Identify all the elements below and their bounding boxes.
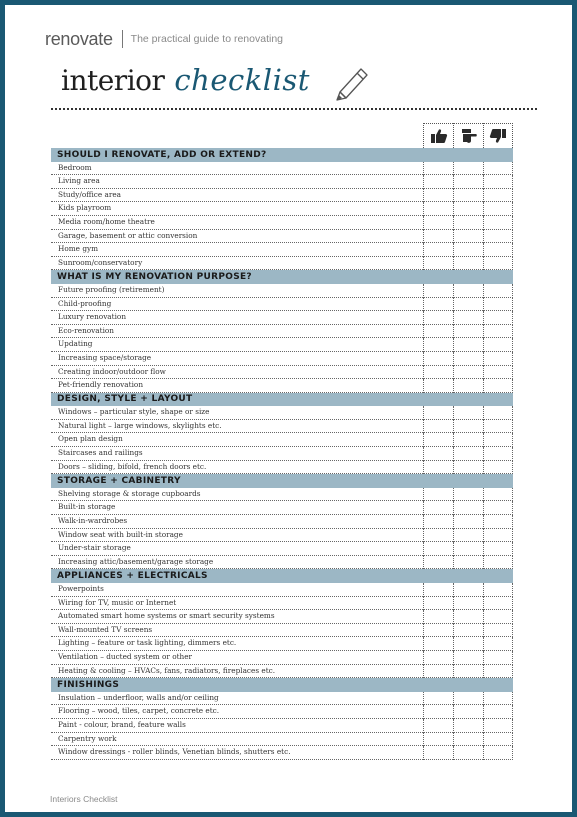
checkbox-yes[interactable] [423, 325, 453, 339]
checkbox-maybe[interactable] [453, 366, 483, 380]
checkbox-yes[interactable] [423, 692, 453, 706]
checklist-item-label: Creating indoor/outdoor flow [51, 366, 423, 380]
checkbox-yes[interactable] [423, 257, 453, 271]
checkbox-no[interactable] [483, 651, 513, 665]
checklist-item-label: Luxury renovation [51, 311, 423, 325]
checklist-row [51, 692, 513, 706]
checkbox-no[interactable] [483, 746, 513, 760]
checkbox-no[interactable] [483, 216, 513, 230]
checklist-row [51, 719, 513, 733]
checkbox-maybe[interactable] [453, 692, 483, 706]
checkbox-no[interactable] [483, 461, 513, 475]
checklist-item-label: Walk-in-wardrobes [51, 515, 423, 529]
checkbox-no[interactable] [483, 379, 513, 393]
checkbox-yes[interactable] [423, 311, 453, 325]
checklist-item-label: Automated smart home systems or smart security systems [51, 610, 423, 624]
checkbox-yes[interactable] [423, 542, 453, 556]
thumbs-down-icon [489, 128, 507, 144]
checklist-row [51, 515, 513, 529]
checkbox-maybe[interactable] [453, 433, 483, 447]
title-main: interior [61, 64, 165, 97]
checklist-item-label: Ventilation – ducted system or other [51, 651, 423, 665]
checkbox-yes[interactable] [423, 338, 453, 352]
checklist-item-label: Window dressings - roller blinds, Venetian blinds, shutters etc. [51, 746, 423, 760]
checkbox-maybe[interactable] [453, 733, 483, 747]
checkbox-yes[interactable] [423, 651, 453, 665]
checklist-row [51, 284, 513, 298]
checkbox-no[interactable] [483, 366, 513, 380]
checklist-row [51, 610, 513, 624]
checklist-row [51, 583, 513, 597]
checklist-row [51, 597, 513, 611]
checkbox-yes[interactable] [423, 719, 453, 733]
checkbox-maybe[interactable] [453, 597, 483, 611]
footer: Interiors Checklist [50, 794, 118, 804]
checklist-item-label: Sunroom/conservatory [51, 257, 423, 271]
brand-logo: renovate [45, 28, 113, 49]
checkbox-no[interactable] [483, 257, 513, 271]
checkbox-no[interactable] [483, 202, 513, 216]
checkbox-no[interactable] [483, 420, 513, 434]
checklist-row [51, 529, 513, 543]
checklist-row [51, 637, 513, 651]
checklist-row [51, 162, 513, 176]
checkbox-maybe[interactable] [453, 406, 483, 420]
checklist-item-label: Under-stair storage [51, 542, 423, 556]
checklist-row [51, 366, 513, 380]
checkbox-yes[interactable] [423, 216, 453, 230]
checkbox-maybe[interactable] [453, 284, 483, 298]
checklist-row [51, 338, 513, 352]
checkbox-no[interactable] [483, 162, 513, 176]
section-heading: STORAGE + CABINETRY [51, 474, 513, 488]
checkbox-no[interactable] [483, 583, 513, 597]
checklist-item-label: Increasing attic/basement/garage storage [51, 556, 423, 570]
checklist-row [51, 216, 513, 230]
checklist-row [51, 433, 513, 447]
checklist-row [51, 447, 513, 461]
checkbox-maybe[interactable] [453, 189, 483, 203]
checklist-row [51, 325, 513, 339]
checkbox-maybe[interactable] [453, 705, 483, 719]
checkbox-no[interactable] [483, 447, 513, 461]
thumbs-sideways-icon [460, 128, 478, 144]
checklist-item-label: Bedroom [51, 162, 423, 176]
checkbox-no[interactable] [483, 610, 513, 624]
checklist-item-label: Flooring – wood, tiles, carpet, concrete etc. [51, 705, 423, 719]
checkbox-maybe[interactable] [453, 257, 483, 271]
checkbox-yes[interactable] [423, 665, 453, 679]
checkbox-maybe[interactable] [453, 379, 483, 393]
checklist-item-label: Carpentry work [51, 733, 423, 747]
checklist-item-label: Powerpoints [51, 583, 423, 597]
title-divider [51, 108, 537, 110]
checkbox-yes[interactable] [423, 746, 453, 760]
checkbox-no[interactable] [483, 175, 513, 189]
checkbox-maybe[interactable] [453, 610, 483, 624]
checklist-row [51, 705, 513, 719]
checklist-row [51, 352, 513, 366]
checklist-item-label: Lighting – feature or task lighting, dimmers etc. [51, 637, 423, 651]
checklist-item-label: Window seat with built-in storage [51, 529, 423, 543]
checklist-row [51, 420, 513, 434]
checkbox-yes[interactable] [423, 624, 453, 638]
checkbox-yes[interactable] [423, 447, 453, 461]
checkbox-no[interactable] [483, 515, 513, 529]
checklist-row [51, 733, 513, 747]
checkbox-yes[interactable] [423, 705, 453, 719]
checklist-item-label: Open plan design [51, 433, 423, 447]
checkbox-yes[interactable] [423, 515, 453, 529]
checkbox-maybe[interactable] [453, 216, 483, 230]
checklist-row [51, 488, 513, 502]
checkbox-no[interactable] [483, 665, 513, 679]
checklist-row [51, 243, 513, 257]
checkbox-yes[interactable] [423, 610, 453, 624]
checklist-item-label: Wiring for TV, music or Internet [51, 597, 423, 611]
checkbox-yes[interactable] [423, 637, 453, 651]
checklist-item-label: Eco-renovation [51, 325, 423, 339]
checklist-item-label: Pet-friendly renovation [51, 379, 423, 393]
checkbox-no[interactable] [483, 189, 513, 203]
checkbox-maybe[interactable] [453, 501, 483, 515]
page-title [61, 63, 310, 97]
checkbox-maybe[interactable] [453, 447, 483, 461]
checkbox-no[interactable] [483, 311, 513, 325]
checklist-item-label: Wall-mounted TV screens [51, 624, 423, 638]
checkbox-no[interactable] [483, 338, 513, 352]
checklist-row [51, 542, 513, 556]
checkbox-maybe[interactable] [453, 624, 483, 638]
checkbox-maybe[interactable] [453, 583, 483, 597]
checkbox-maybe[interactable] [453, 230, 483, 244]
checkbox-yes[interactable] [423, 433, 453, 447]
checkbox-no[interactable] [483, 529, 513, 543]
checklist-row [51, 461, 513, 475]
checkbox-maybe[interactable] [453, 488, 483, 502]
checklist-item-label: Built-in storage [51, 501, 423, 515]
checkbox-maybe[interactable] [453, 542, 483, 556]
checklist-item-label: Staircases and railings [51, 447, 423, 461]
checkbox-yes[interactable] [423, 189, 453, 203]
checklist-item-label: Future proofing (retirement) [51, 284, 423, 298]
checkbox-no[interactable] [483, 637, 513, 651]
checklist-row [51, 189, 513, 203]
checkbox-yes[interactable] [423, 366, 453, 380]
checkbox-maybe[interactable] [453, 746, 483, 760]
checkbox-no[interactable] [483, 352, 513, 366]
checkbox-yes[interactable] [423, 284, 453, 298]
checklist-item-label: Garage, basement or attic conversion [51, 230, 423, 244]
checkbox-no[interactable] [483, 298, 513, 312]
checkbox-no[interactable] [483, 406, 513, 420]
checklist-row [51, 406, 513, 420]
checkbox-maybe[interactable] [453, 311, 483, 325]
checkbox-no[interactable] [483, 624, 513, 638]
checklist-item-label: Home gym [51, 243, 423, 257]
checkbox-no[interactable] [483, 230, 513, 244]
checklist-item-label: Paint - colour, brand, feature walls [51, 719, 423, 733]
checkbox-maybe[interactable] [453, 556, 483, 570]
checklist-item-label: Study/office area [51, 189, 423, 203]
checkbox-no[interactable] [483, 325, 513, 339]
section-heading: DESIGN, STYLE + LAYOUT [51, 393, 513, 407]
checklist-item-label: Kids playroom [51, 202, 423, 216]
section-heading: WHAT IS MY RENOVATION PURPOSE? [51, 270, 513, 284]
checkbox-maybe[interactable] [453, 202, 483, 216]
checkbox-maybe[interactable] [453, 243, 483, 257]
checklist-row [51, 202, 513, 216]
checkbox-no[interactable] [483, 733, 513, 747]
header-divider [122, 30, 123, 48]
section-heading: SHOULD I RENOVATE, ADD OR EXTEND? [51, 148, 513, 162]
checkbox-yes[interactable] [423, 230, 453, 244]
checkbox-yes[interactable] [423, 461, 453, 475]
checkbox-maybe[interactable] [453, 352, 483, 366]
checkbox-maybe[interactable] [453, 325, 483, 339]
checkbox-yes[interactable] [423, 406, 453, 420]
checkbox-no[interactable] [483, 243, 513, 257]
checklist-row [51, 257, 513, 271]
checklist-item-label: Natural light – large windows, skylights etc. [51, 420, 423, 434]
checkbox-maybe[interactable] [453, 719, 483, 733]
checkbox-yes[interactable] [423, 420, 453, 434]
checklist-item-label: Doors – sliding, bifold, french doors etc. [51, 461, 423, 475]
checklist-row [51, 311, 513, 325]
checkbox-yes[interactable] [423, 597, 453, 611]
checklist-table [51, 123, 513, 760]
checkbox-no[interactable] [483, 556, 513, 570]
checklist-row [51, 230, 513, 244]
checkbox-maybe[interactable] [453, 637, 483, 651]
checkbox-yes[interactable] [423, 501, 453, 515]
rating-column-maybe [453, 123, 483, 148]
pencil-icon [331, 61, 373, 103]
checklist-item-label: Child-proofing [51, 298, 423, 312]
checklist-row [51, 501, 513, 515]
checkbox-maybe[interactable] [453, 175, 483, 189]
checkbox-no[interactable] [483, 692, 513, 706]
checklist-row [51, 175, 513, 189]
checkbox-yes[interactable] [423, 529, 453, 543]
checkbox-maybe[interactable] [453, 420, 483, 434]
checkbox-maybe[interactable] [453, 461, 483, 475]
section-heading: FINISHINGS [51, 678, 513, 692]
checklist-item-label: Shelving storage & storage cupboards [51, 488, 423, 502]
checkbox-yes[interactable] [423, 175, 453, 189]
checklist-row [51, 651, 513, 665]
checklist-item-label: Updating [51, 338, 423, 352]
checkbox-maybe[interactable] [453, 651, 483, 665]
checklist-row [51, 556, 513, 570]
checklist-row [51, 298, 513, 312]
checkbox-maybe[interactable] [453, 338, 483, 352]
checklist-item-label: Media room/home theatre [51, 216, 423, 230]
rating-header [51, 123, 513, 148]
rating-column-no [483, 123, 513, 148]
checkbox-yes[interactable] [423, 379, 453, 393]
header [45, 29, 283, 49]
checklist-item-label: Increasing space/storage [51, 352, 423, 366]
checklist-item-label: Windows – particular style, shape or size [51, 406, 423, 420]
checkbox-no[interactable] [483, 501, 513, 515]
checkbox-yes[interactable] [423, 352, 453, 366]
checkbox-no[interactable] [483, 284, 513, 298]
checkbox-maybe[interactable] [453, 515, 483, 529]
checklist-item-label: Insulation – underfloor, walls and/or ceiling [51, 692, 423, 706]
checklist-row [51, 665, 513, 679]
checkbox-yes[interactable] [423, 583, 453, 597]
checkbox-yes[interactable] [423, 488, 453, 502]
checklist-row [51, 624, 513, 638]
checklist-row [51, 379, 513, 393]
checklist-item-label: Heating & cooling – HVACs, fans, radiators, fireplaces etc. [51, 665, 423, 679]
checkbox-yes[interactable] [423, 733, 453, 747]
tagline: The practical guide to renovating [130, 33, 283, 45]
checkbox-maybe[interactable] [453, 665, 483, 679]
checkbox-maybe[interactable] [453, 162, 483, 176]
checkbox-no[interactable] [483, 597, 513, 611]
checkbox-yes[interactable] [423, 202, 453, 216]
checkbox-yes[interactable] [423, 556, 453, 570]
thumbs-up-icon [430, 128, 448, 144]
checkbox-no[interactable] [483, 705, 513, 719]
checkbox-yes[interactable] [423, 243, 453, 257]
checkbox-no[interactable] [483, 542, 513, 556]
section-heading: APPLIANCES + ELECTRICALS [51, 569, 513, 583]
rating-column-yes [423, 123, 453, 148]
checkbox-no[interactable] [483, 488, 513, 502]
checkbox-no[interactable] [483, 433, 513, 447]
checkbox-maybe[interactable] [453, 529, 483, 543]
checkbox-no[interactable] [483, 719, 513, 733]
checkbox-maybe[interactable] [453, 298, 483, 312]
checkbox-yes[interactable] [423, 298, 453, 312]
checklist-item-label: Living area [51, 175, 423, 189]
title-script: checklist [174, 63, 310, 97]
checkbox-yes[interactable] [423, 162, 453, 176]
checklist-row [51, 746, 513, 760]
